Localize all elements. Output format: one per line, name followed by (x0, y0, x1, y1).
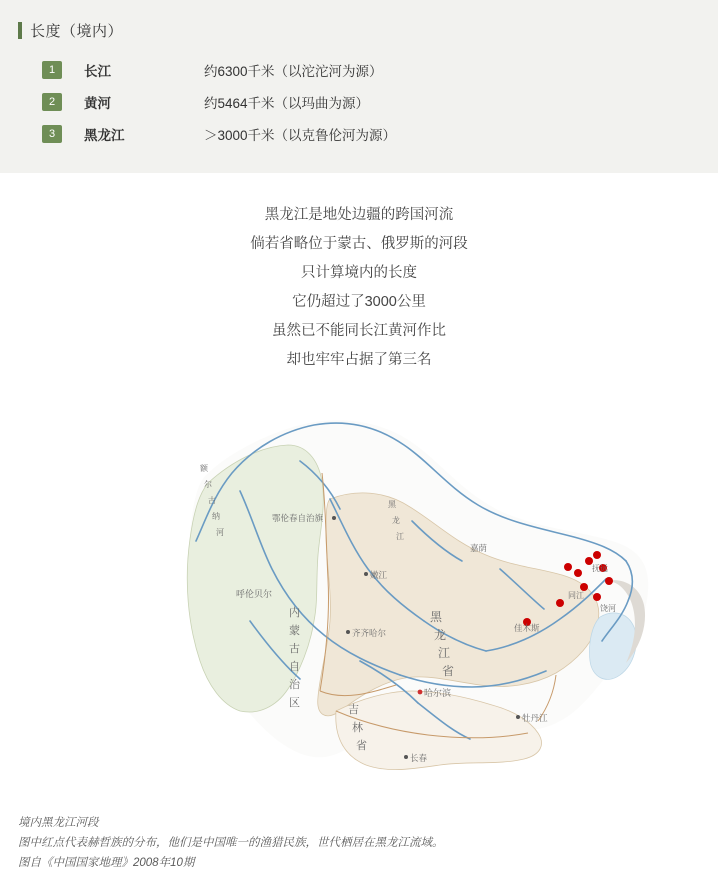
rank-badge: 3 (42, 125, 62, 143)
city-label: 鄂伦春自治旗 (272, 513, 324, 523)
caption-line: 境内黑龙江河段 (18, 817, 99, 829)
red-dot-label: 饶河 (600, 604, 616, 613)
poem-line: 倘若省略位于蒙古、俄罗斯的河段 (250, 236, 468, 252)
province-label-char: 吉 (348, 704, 359, 716)
city-label: 齐齐哈尔 (352, 628, 387, 638)
river-label-char: 河 (216, 528, 224, 537)
red-dot (580, 583, 588, 591)
province-label-char: 龙 (434, 628, 447, 642)
river-label-char: 额 (200, 464, 208, 473)
poem-line: 却也牢牢占据了第三名 (286, 352, 432, 368)
province-label-char: 林 (352, 722, 363, 734)
red-dot-label: 同江 (568, 591, 584, 600)
city-label: 呼伦贝尔 (236, 589, 273, 599)
river-label-char: 尔 (204, 480, 212, 489)
red-dot (605, 577, 613, 585)
rank-badge: 2 (42, 93, 62, 111)
caption-line: 图中红点代表赫哲族的分布，他们是中国唯一的渔猎民族，世代栖居在黑龙江流域。 (18, 837, 444, 849)
city-dot (332, 516, 336, 520)
red-dot (556, 599, 564, 607)
city-label: 长春 (410, 753, 428, 763)
length-ranking-panel (0, 0, 718, 173)
province-label-char: 黑 (430, 610, 443, 624)
caption-source: 图自《中国国家地理》2008年10期 (18, 857, 195, 869)
river-label-char: 纳 (212, 512, 220, 521)
list-item (0, 119, 718, 148)
page-title: 长度（境内） (30, 23, 124, 40)
rank-list (0, 55, 718, 148)
panel-title-row (18, 20, 718, 41)
province-label-char: 省 (442, 664, 455, 678)
map-svg (0, 401, 718, 801)
city-dot (516, 715, 520, 719)
poem-line: 黑龙江是地处边疆的跨国河流 (264, 207, 454, 223)
province-label-char: 自 (289, 661, 300, 673)
province-label-char: 省 (356, 740, 367, 752)
city-dot (364, 572, 368, 576)
city-label: 嘉荫 (470, 543, 488, 553)
city-dot (346, 630, 350, 634)
river-label-char: 古 (208, 496, 216, 505)
rank-badge: 1 (42, 61, 62, 79)
river-name: 黑龙江 (84, 127, 125, 143)
red-dot (593, 551, 601, 559)
river-name: 黄河 (84, 95, 111, 111)
province-label-char: 内 (289, 607, 300, 619)
red-dot (593, 593, 601, 601)
river-label-char: 黑 (388, 500, 396, 509)
city-label: 嫩江 (370, 570, 388, 580)
poem-line: 虽然已不能同长江黄河作比 (272, 323, 446, 339)
list-item (0, 87, 718, 116)
red-dot-label: 佳木斯 (514, 623, 540, 633)
red-dot (564, 563, 572, 571)
city-label: 牡丹江 (522, 713, 548, 723)
city-dot (404, 755, 408, 759)
river-name: 长江 (84, 63, 111, 79)
province-label-char: 古 (289, 643, 300, 655)
province-label-char: 治 (289, 679, 300, 691)
red-dot-label: 抚远 (592, 564, 608, 573)
city-label: 哈尔滨 (424, 688, 452, 698)
list-item (0, 55, 718, 84)
province-label-char: 江 (438, 646, 451, 660)
river-label-char: 龙 (392, 516, 400, 525)
figure-caption (18, 813, 718, 873)
heilongjiang-map (0, 401, 718, 801)
poem-line: 它仍超过了3000公里 (292, 294, 426, 310)
title-accent-bar (18, 22, 22, 39)
poem-line: 只计算境内的长度 (301, 265, 417, 281)
river-label-char: 江 (396, 532, 404, 541)
river-length: 约5464千米（以玛曲为源） (204, 95, 370, 111)
province-label-char: 蒙 (289, 625, 300, 637)
red-dot (574, 569, 582, 577)
city-dot-capital (418, 690, 423, 695)
river-length: 约6300千米（以沱沱河为源） (204, 63, 383, 79)
poem-block (0, 201, 718, 375)
river-length: ＞3000千米（以克鲁伦河为源） (204, 127, 397, 143)
province-label-char: 区 (289, 697, 300, 709)
